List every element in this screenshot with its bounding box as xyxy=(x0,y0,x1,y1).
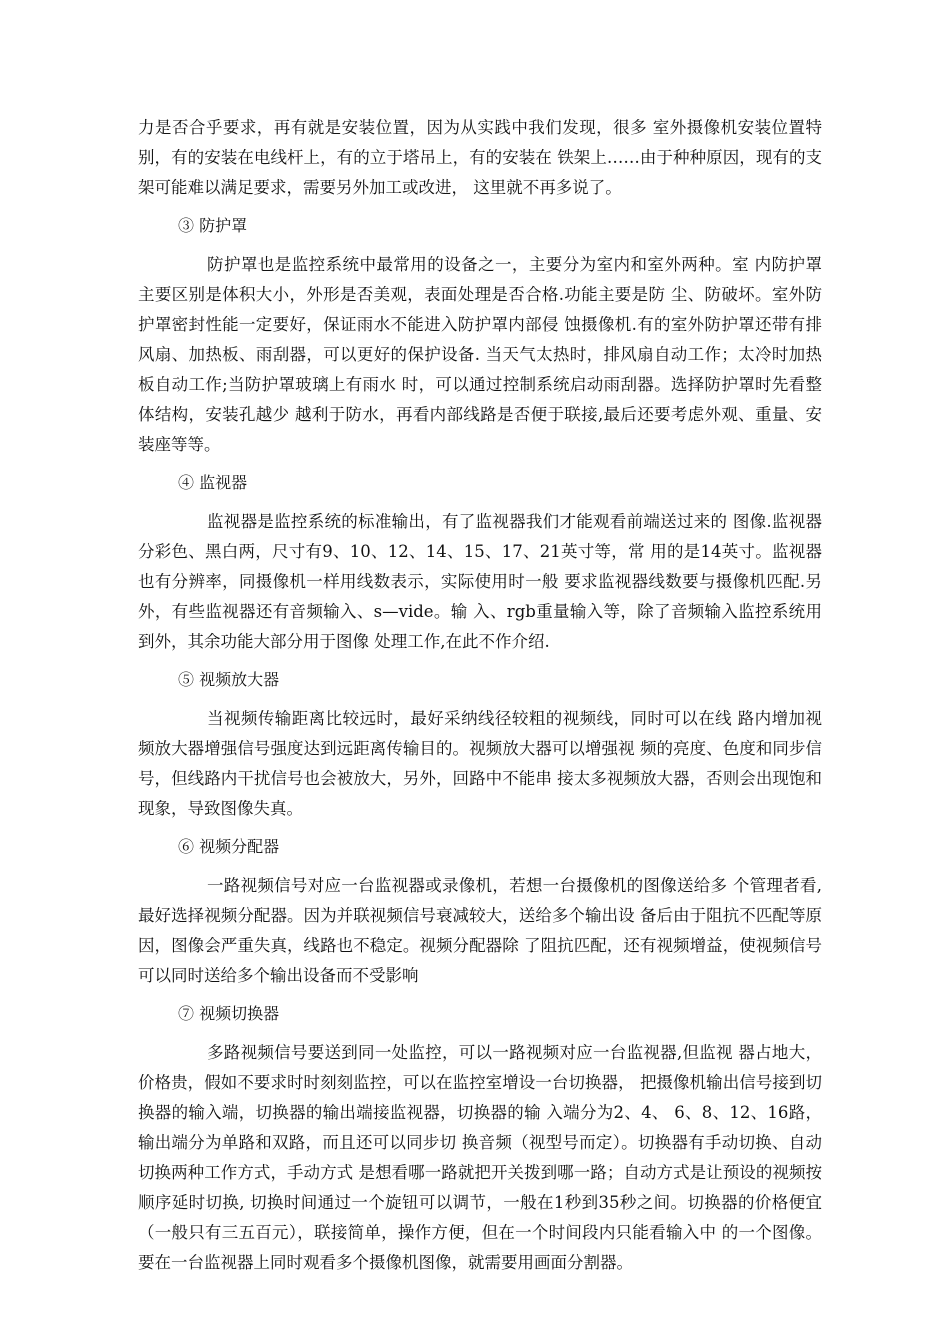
document-page xyxy=(138,113,822,1278)
paragraph-monitor: 监视器是监控系统的标准输出，有了监视器我们才能观看前端送过来的 图像.监视器分彩色、黑白两，尺寸有9、10、12、14、15、17、21英寸等，常 用的是14英寸。监视器也有分辨率，同摄像机一样用线数表示，实际使用时一般 要求监视器线数要与摄像机匹配.另外，有些监视器还有音频输入、s—vide。输 入、rgb重量输入等，除了音频输入监控系统用到外，其余功能大部分用于图像 处理工作,在此不作介绍. xyxy=(138,512,822,651)
section-heading-video-switcher: ⑦ 视频切换器 xyxy=(178,1004,280,1023)
section-heading-protective-cover: ③ 防护罩 xyxy=(178,216,248,235)
paragraph-video-amplifier: 当视频传输距离比较远时，最好采纳线径较粗的视频线，同时可以在线 路内增加视频放大器增强信号强度达到远距离传输目的。视频放大器可以增强视 频的亮度、色度和同步信号，但线路内干扰信号也会被放大，另外，回路中不能串 接太多视频放大器，否则会出现饱和现象，导致图像失真。 xyxy=(138,709,822,818)
section-heading-video-amplifier: ⑤ 视频放大器 xyxy=(178,670,280,689)
paragraph-bracket-location: 力是否合乎要求，再有就是安装位置，因为从实践中我们发现，很多 室外摄像机安装位置特别，有的安装在电线杆上，有的立于塔吊上，有的安装在 铁架上……由于种种原因，现有的支架可能难以满足要求，需要另外加工或改进， 这里就不再多说了。 xyxy=(138,118,822,197)
paragraph-video-distributor: 一路视频信号对应一台监视器或录像机，若想一台摄像机的图像送给多 个管理者看,最好选择视频分配器。因为并联视频信号衰减较大，送给多个输出设 备后由于阻抗不匹配等原因，图像会严重失真，线路也不稳定。视频分配器除 了阻抗匹配，还有视频增益，使视频信号可以同时送给多个输出设备而不受影响 xyxy=(138,876,822,985)
paragraph-protective-cover: 防护罩也是监控系统中最常用的设备之一，主要分为室内和室外两种。室 内防护罩主要区别是体积大小，外形是否美观，表面处理是否合格.功能主要是防 尘、防破坏。室外防护罩密封性能一定要好，保证雨水不能进入防护罩内部侵 蚀摄像机.有的室外防护罩还带有排风扇、加热板、雨刮器，可以更好的保护设备. 当天气太热时，排风扇自动工作；太冷时加热板自动工作;当防护罩玻璃上有雨水 时，可以通过控制系统启动雨刮器。选择防护罩时先看整体结构，安装孔越少 越利于防水，再看内部线路是否便于联接,最后还要考虑外观、重量、安装座等等。 xyxy=(138,255,822,454)
paragraph-video-switcher: 多路视频信号要送到同一处监控，可以一路视频对应一台监视器,但监视 器占地大，价格贵，假如不要求时时刻刻监控，可以在监控室增设一台切换器， 把摄像机输出信号接到切换器的输入端，切换器的输出端接监视器，切换器的输 入端分为2、4、 6、8、12、16路，输出端分为单路和双路，而且还可以同步切 换音频（视型号而定）。切换器有手动切换、自动切换两种工作方式，手动方式 是想看哪一路就把开关拨到哪一路；自动方式是让预设的视频按顺序延时切换, 切换时间通过一个旋钮可以调节，一般在1秒到35秒之间。切换器的价格便宜 （一般只有三五百元），联接简单，操作方便，但在一个时间段内只能看输入中 的一个图像。要在一台监视器上同时观看多个摄像机图像，就需要用画面分割器。 xyxy=(138,1043,822,1272)
section-heading-monitor: ④ 监视器 xyxy=(178,473,248,492)
section-heading-video-distributor: ⑥ 视频分配器 xyxy=(178,837,280,856)
